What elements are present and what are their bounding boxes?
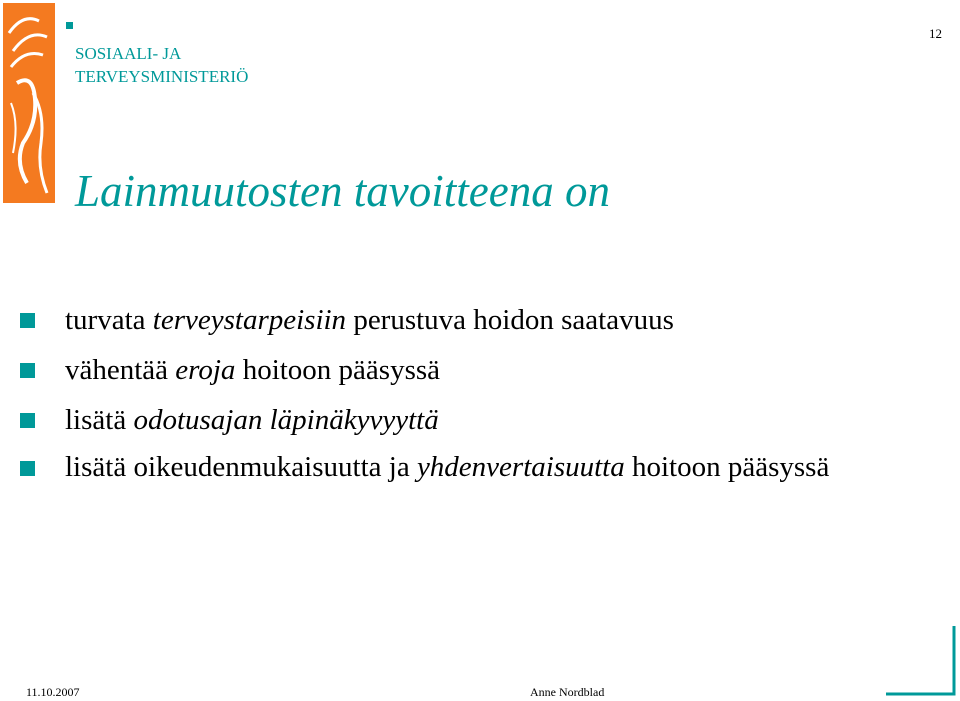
bullet-emphasis: yhdenvertaisuutta: [416, 451, 625, 483]
org-line-2: TERVEYSMINISTERIÖ: [75, 67, 249, 86]
bullet-item: [20, 395, 920, 445]
bullet-text: perustuva hoidon saatavuus: [346, 304, 674, 336]
bullet-text: turvata: [65, 304, 153, 336]
bullet-item: [20, 345, 920, 395]
bullet-text: hoitoon pääsyssä: [624, 451, 830, 483]
footer-author: Anne Nordblad: [530, 685, 605, 699]
bullet-emphasis: terveystarpeisiin: [152, 304, 347, 336]
slide-title: Lainmuutosten tavoitteena on: [75, 166, 610, 216]
bullet-square-icon: [20, 313, 35, 328]
bullet-square-icon: [20, 461, 35, 476]
header-mark-icon: [66, 22, 73, 29]
bullet-list: [20, 295, 920, 489]
bullet-emphasis: odotusajan läpinäkyvyyttä: [133, 404, 439, 436]
bullet-text: hoitoon pääsyssä: [235, 354, 441, 386]
bullet-square-icon: [20, 413, 35, 428]
bullet-square-icon: [20, 363, 35, 378]
corner-bracket-icon: [886, 626, 956, 696]
bullet-text: lisätä oikeudenmukaisuutta ja: [65, 451, 417, 483]
ministry-logo-icon: [3, 3, 55, 203]
page-number: 12: [929, 26, 942, 41]
org-line-1: SOSIAALI- JA: [75, 44, 182, 63]
organization-name: [75, 42, 248, 88]
bullet-item: [20, 445, 920, 489]
bullet-item: [20, 295, 920, 345]
bullet-text: lisätä: [65, 404, 134, 436]
footer-date: 11.10.2007: [26, 685, 80, 699]
bullet-emphasis: eroja: [175, 354, 236, 386]
bullet-text: vähentää: [65, 354, 176, 386]
